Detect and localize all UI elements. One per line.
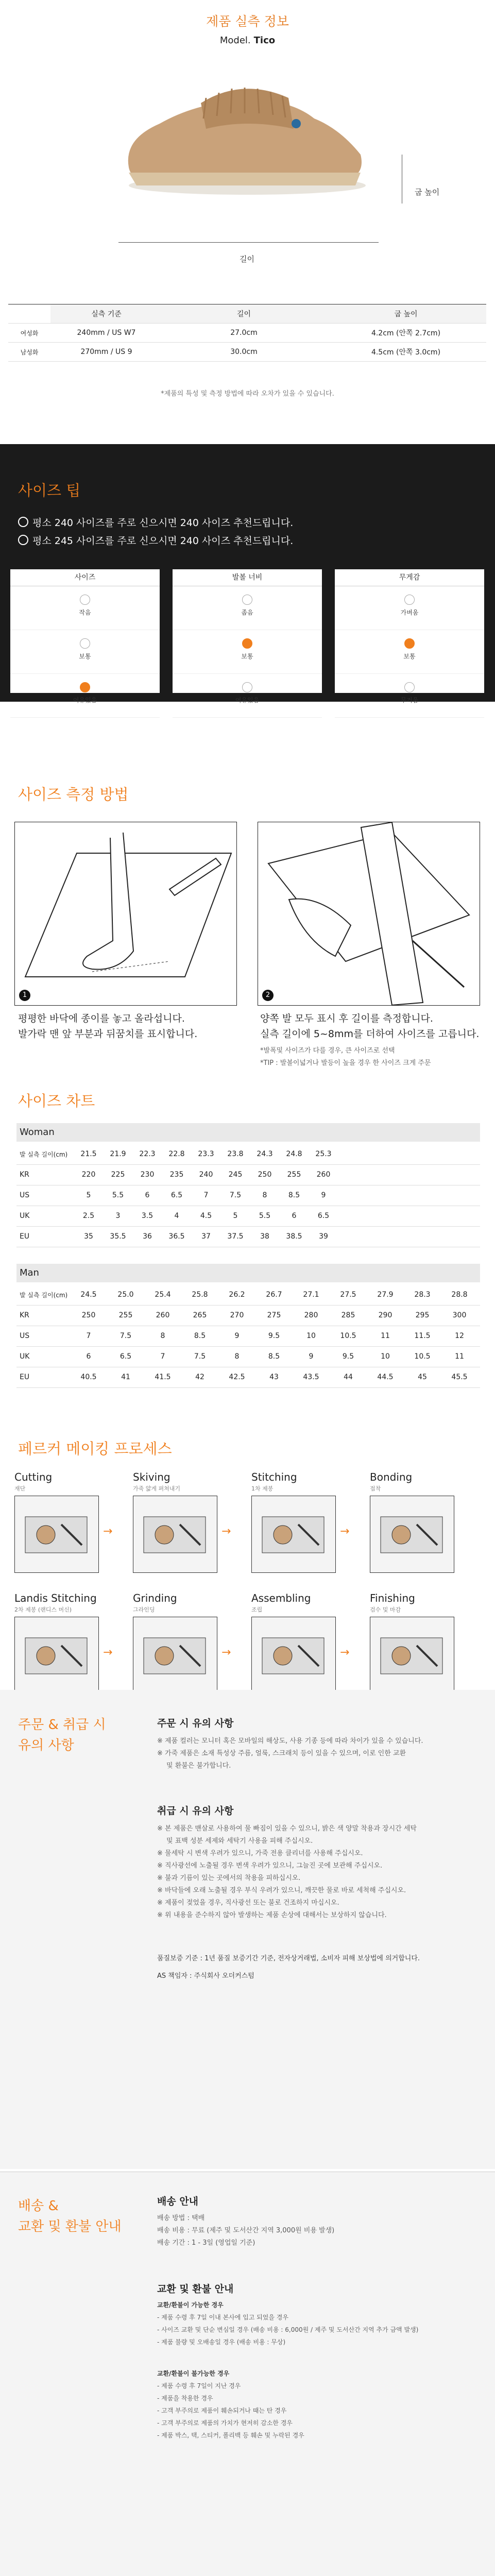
process-step-title: Bonding	[370, 1471, 413, 1483]
table-row	[8, 343, 486, 362]
step-1-text: 평평한 바닥에 종이를 놓고 올라섭니다. 발가락 맨 앞 부분과 뒤꿈치를 표시합니다.	[18, 1013, 198, 1040]
size-chart-cell: 9	[321, 1191, 326, 1199]
size-chart-cell: 44	[344, 1373, 353, 1381]
size-tip-title: 사이즈 팁	[18, 482, 81, 499]
size-chart-cell: 230	[140, 1171, 155, 1179]
size-chart-row-label: EU	[20, 1232, 30, 1241]
size-chart-cell: 9.5	[268, 1332, 280, 1340]
process-step-image	[370, 1496, 454, 1573]
process-step-subtitle: 가죽 얇게 펴쳐내기	[133, 1485, 181, 1492]
arrow-right-icon: →	[340, 1646, 350, 1659]
radio-icon	[242, 595, 252, 605]
size-tip-line: 평소 240 사이즈를 주로 신으시면 240 사이즈 추천드립니다.	[18, 515, 293, 529]
check-circle-icon	[18, 517, 28, 527]
step-1-badge: 1	[19, 990, 30, 1001]
size-chart-cell: 25.8	[192, 1291, 208, 1299]
size-chart-cell: 10.5	[414, 1352, 431, 1361]
size-chart-cell: 7	[160, 1352, 165, 1361]
size-chart-cell: 45.5	[451, 1373, 468, 1381]
size-chart-cell: 2.5	[82, 1212, 95, 1220]
header-heel: 굽 높이	[326, 304, 486, 324]
header-length: 길이	[162, 304, 326, 324]
process-step-subtitle: 그라인딩	[133, 1606, 155, 1613]
fit-box-weight	[335, 569, 484, 704]
size-chart-row-label: 발 실측 길이(cm)	[20, 1151, 68, 1158]
exchange-heading: 교환 및 환불 안내	[157, 2283, 234, 2295]
fit-box-header: 무게감	[335, 569, 484, 586]
arrow-right-icon: →	[103, 1525, 113, 1538]
size-chart-cell: 25.4	[155, 1291, 171, 1299]
process-step-title: Grinding	[133, 1592, 177, 1604]
row-length: 27.0cm	[162, 324, 326, 343]
size-chart-row	[16, 1284, 480, 1306]
fit-box-header: 발볼 너비	[173, 569, 322, 586]
size-chart-cell: 4	[174, 1212, 179, 1220]
length-label: 길이	[240, 255, 254, 264]
handling-items: ※ 본 제품은 맨살로 사용하여 물 빠짐이 있을 수 있으니, 밝은 색 양말 착용과 장시간 세탁 및 표백 성분 세제와 세탁기 사용을 피해 주십시오. ※ 물세탁 시 변색 우려가 있으니, 가죽 전용 클리너를 사용해 주십시오. ※ 직사광선에 노출될 경우 변색 우려가 있으니, 그늘진 곳에 보관해 주십시오. ※ 불과 기름이 있는 곳에서의 착용을 피하십시오. ※ 바닥들에 오래 노출될 경우 부식 우려가 있으니, 깨끗한 물로 바로 세척해 주십시오. ※ 제품이 젖었을 경우, 직사광선 또는 불로 건조하지 마십시오. ※ 위 내용을 준수하지 않아 발생하는 제품 손상에 대해서는 보상하지 않습니다.	[157, 1825, 417, 1919]
size-chart-cell: 40.5	[80, 1373, 97, 1381]
size-chart-row	[16, 1367, 480, 1388]
fit-option: 여유있음	[10, 682, 160, 718]
shipping-heading: 배송 안내	[157, 2196, 199, 2207]
radio-icon	[404, 682, 415, 692]
fit-option: 보통	[173, 638, 322, 674]
size-chart-row	[16, 1185, 480, 1206]
radio-icon	[80, 595, 90, 605]
size-chart-cell: 21.9	[110, 1150, 126, 1158]
measure-notes: *발폭및 사이즈가 다를 경우, 큰 사이즈로 선택 *TIP : 발볼이넓거나 발등이 높을 경우 한 사이즈 크게 주문	[260, 1047, 431, 1067]
row-gender: 남성화	[8, 343, 50, 362]
measure-illustration-1	[14, 822, 237, 1006]
size-chart-cell: 11.5	[414, 1332, 431, 1340]
process-step-subtitle: 조립	[251, 1606, 263, 1613]
size-chart-cell: 9	[234, 1332, 240, 1340]
process-step-image	[14, 1496, 99, 1573]
size-chart-row-label: KR	[20, 1171, 29, 1179]
size-chart-row-label: KR	[20, 1311, 29, 1319]
impossible-block: 교환/환불이 불가능한 경우 - 제품 수령 후 7일이 지난 경우 - 제품을 착용한 경우 - 고객 부주의로 제품이 훼손되거나 때는 탄 경우 - 고객 부주의로 제품의 가치가 현저히 감소한 경우 - 제품 박스, 택, 스티커, 폴리백 등 훼손 및 누락된 경우	[157, 2370, 304, 2439]
radio-selected-icon	[242, 638, 252, 649]
size-chart-cell: 8	[262, 1191, 267, 1199]
process-step-image	[251, 1617, 336, 1694]
measure-title: 사이즈 측정 방법	[18, 786, 129, 803]
shoe-illustration	[118, 57, 376, 206]
arrow-right-icon: →	[103, 1646, 113, 1659]
size-chart-cell: 35.5	[110, 1232, 126, 1241]
fit-box-width	[173, 569, 322, 704]
length-dimension-line	[118, 242, 379, 243]
process-step-subtitle: 2차 제봉 (랜디스 머신)	[14, 1606, 72, 1613]
fit-option: 가벼움	[335, 595, 484, 630]
size-chart-cell: 41.5	[155, 1373, 171, 1381]
size-chart-cell: 5	[86, 1191, 91, 1199]
size-chart-cell: 24.5	[80, 1291, 97, 1299]
size-chart-cell: 260	[316, 1171, 331, 1179]
header-standard: 실측 기준	[50, 304, 162, 324]
size-chart-cell: 245	[228, 1171, 243, 1179]
size-chart-row-label: 발 실측 길이(cm)	[20, 1292, 68, 1299]
size-chart-cell: 10	[306, 1332, 316, 1340]
size-chart-cell: 28.3	[414, 1291, 431, 1299]
order-items: ※ 제품 컬러는 모니터 혹은 모바일의 해상도, 사용 기종 등에 따라 차이가 있을 수 있습니다. ※ 가죽 제품은 소재 특성상 주름, 얼룩, 스크래치 등이 있을 수 있으며, 이로 인한 교환 및 환불은 불가합니다.	[157, 1737, 423, 1770]
table-row	[8, 324, 486, 343]
size-chart-cell: 280	[304, 1311, 318, 1319]
size-chart-cell: 12	[455, 1332, 464, 1340]
process-step-title: Finishing	[370, 1592, 415, 1604]
size-chart-cell: 250	[81, 1311, 96, 1319]
size-chart-cell: 39	[319, 1232, 328, 1241]
size-chart-cell: 10	[381, 1352, 390, 1361]
size-chart-cell: 42	[195, 1373, 204, 1381]
size-chart-cell: 235	[169, 1171, 184, 1179]
size-chart-cell: 35	[84, 1232, 93, 1241]
size-chart-row	[16, 1326, 480, 1347]
size-chart-row-label: US	[20, 1191, 30, 1199]
radio-selected-icon	[80, 682, 90, 692]
arrow-right-icon: →	[221, 1525, 231, 1538]
size-chart-row	[16, 1305, 480, 1326]
shipping-items: 배송 방법 : 택배 배송 비용 : 무료 (제주 및 도서산간 지역 3,000원 비용 발생) 배송 기간 : 1 - 3일 (영업일 기준)	[157, 2214, 335, 2247]
warranty-info: 품질보증 기준 : 1년 품질 보증기간 기준, 전자상거래법, 소비자 피해 보상법에 의거합니다. AS 책임자 : 주식회사 오더커스텀	[157, 1955, 420, 1980]
radio-selected-icon	[404, 638, 415, 649]
process-step-image	[370, 1617, 454, 1694]
size-chart-cell: 11	[381, 1332, 390, 1340]
process-step-subtitle: 접착	[370, 1485, 381, 1492]
size-chart-row	[16, 1206, 480, 1227]
size-chart-cell: 37	[201, 1232, 211, 1241]
size-chart-cell: 26.2	[229, 1291, 245, 1299]
size-chart-cell: 22.3	[139, 1150, 156, 1158]
arrow-right-icon: →	[340, 1525, 350, 1538]
size-chart-cell: 42.5	[229, 1373, 245, 1381]
measurement-table-header	[8, 304, 486, 324]
row-gender: 여성화	[8, 324, 50, 343]
row-heel: 4.2cm (안쪽 2.7cm)	[326, 324, 486, 343]
height-label: 굽 높이	[415, 188, 440, 197]
size-chart-cell: 250	[258, 1171, 272, 1179]
row-length: 30.0cm	[162, 343, 326, 362]
handling-heading: 취급 시 유의 사항	[157, 1805, 234, 1817]
size-chart-cell: 7	[203, 1191, 209, 1199]
row-size: 270mm / US 9	[50, 343, 162, 362]
measurement-note: *제품의 특성 및 측정 방법에 따라 오차가 있을 수 있습니다.	[161, 390, 334, 398]
process-step-title: Assembling	[251, 1592, 311, 1604]
size-chart-cell: 11	[455, 1352, 464, 1361]
size-chart-cell: 8.5	[194, 1332, 206, 1340]
size-chart-cell: 7	[86, 1332, 91, 1340]
size-chart-cell: 9.5	[342, 1352, 354, 1361]
process-step-title: Skiving	[133, 1471, 170, 1483]
size-chart-row	[16, 1226, 480, 1247]
step-2-text: 양쪽 발 모두 표시 후 길이를 측정합니다. 실측 길이에 5~8mm를 더하여 사이즈를 고릅니다.	[260, 1013, 480, 1040]
measurement-table	[8, 304, 486, 362]
size-chart-row	[16, 1346, 480, 1367]
fit-option: 보통	[10, 638, 160, 674]
size-chart-cell: 4.5	[200, 1212, 212, 1220]
size-chart-cell: 6.5	[317, 1212, 330, 1220]
size-chart-cell: 7.5	[194, 1352, 206, 1361]
size-chart-cell: 27.5	[340, 1291, 356, 1299]
process-step-subtitle: 재단	[14, 1485, 26, 1492]
size-chart-cell: 7.5	[229, 1191, 242, 1199]
order-heading: 주문 시 유의 사항	[157, 1718, 234, 1729]
process-step-image	[14, 1617, 99, 1694]
size-chart-cell: 21.5	[80, 1150, 97, 1158]
possible-block: 교환/환불이 가능한 경우 - 제품 수령 후 7일 이내 본사에 입고 되었을 경우 - 사이즈 교환 및 단순 변심일 경우 (배송 비용 : 6,000원 / 제주 및 도서산간 지역 추가 금액 발생) - 제품 불량 및 오배송일 경우 (배송 비용 : 무상)	[157, 2301, 419, 2346]
size-chart-row-label: US	[20, 1332, 30, 1340]
ruler-measure-illustration	[258, 822, 480, 1005]
process-step-subtitle: 검수 및 마감	[370, 1606, 401, 1613]
size-chart-cell: 8.5	[268, 1352, 280, 1361]
size-tip-line: 평소 245 사이즈를 주로 신으시면 240 사이즈 추천드립니다.	[18, 533, 293, 547]
fit-option: 여유있음	[173, 682, 322, 718]
process-step-image	[133, 1617, 217, 1694]
size-chart-cell: 220	[81, 1171, 96, 1179]
row-heel: 4.5cm (안쪽 3.0cm)	[326, 343, 486, 362]
size-chart-cell: 44.5	[377, 1373, 394, 1381]
size-chart-cell: 5.5	[112, 1191, 124, 1199]
size-chart-cell: 27.9	[377, 1291, 394, 1299]
step-2-badge: 2	[262, 990, 274, 1001]
process-step-image	[133, 1496, 217, 1573]
process-title: 페르커 메이킹 프로세스	[18, 1440, 172, 1458]
model-label: Model.	[219, 35, 251, 46]
radio-icon	[80, 638, 90, 649]
size-chart-cell: 38.5	[286, 1232, 302, 1241]
size-chart-cell: 3.5	[141, 1212, 153, 1220]
size-chart-cell: 45	[418, 1373, 427, 1381]
size-chart-cell: 275	[267, 1311, 281, 1319]
fit-box-size	[10, 569, 160, 704]
size-chart-cell: 6	[292, 1212, 297, 1220]
size-chart-cell: 43.5	[303, 1373, 319, 1381]
size-chart-cell: 260	[156, 1311, 170, 1319]
measure-illustration-2	[258, 822, 480, 1006]
product-info-title: 제품 실측 정보	[206, 14, 289, 29]
size-chart-cell: 36	[143, 1232, 152, 1241]
fit-option: 좁음	[173, 595, 322, 630]
foot-on-paper-illustration	[15, 822, 236, 1005]
fit-box-header: 사이즈	[10, 569, 160, 586]
model-name: Tico	[253, 35, 276, 46]
process-step-title: Landis Stitching	[14, 1592, 97, 1604]
radio-icon	[242, 682, 252, 692]
size-chart-row-label: UK	[20, 1352, 30, 1361]
process-step-subtitle: 1차 제봉	[251, 1485, 274, 1492]
fit-option: 작음	[10, 595, 160, 630]
size-chart-row-label: UK	[20, 1212, 30, 1220]
size-chart-cell: 240	[199, 1171, 213, 1179]
size-chart-cell: 36.5	[168, 1232, 185, 1241]
size-chart-cell: 8	[160, 1332, 165, 1340]
row-size: 240mm / US W7	[50, 324, 162, 343]
size-chart-cell: 37.5	[227, 1232, 244, 1241]
size-chart-cell: 9	[309, 1352, 314, 1361]
size-chart-row	[16, 1164, 480, 1185]
size-chart-cell: 5	[233, 1212, 238, 1220]
size-chart-cell: 5.5	[259, 1212, 271, 1220]
size-chart-cell: 255	[118, 1311, 133, 1319]
size-chart-cell: 270	[230, 1311, 244, 1319]
process-step-title: Stitching	[251, 1471, 297, 1483]
fit-option: 무거움	[335, 682, 484, 718]
size-chart-row	[16, 1144, 480, 1165]
size-chart-cell: 290	[378, 1311, 392, 1319]
size-chart-cell: 300	[452, 1311, 467, 1319]
size-chart-cell: 6	[145, 1191, 150, 1199]
size-chart-cell: 3	[115, 1212, 121, 1220]
process-step-image	[251, 1496, 336, 1573]
size-chart-cell: 8.5	[288, 1191, 300, 1199]
size-chart-cell: 6	[86, 1352, 91, 1361]
care-title: 주문 & 취급 시 유의 사항	[18, 1717, 106, 1753]
size-chart-cell: 28.8	[451, 1291, 468, 1299]
size-chart-cell: 6.5	[120, 1352, 132, 1361]
women-chart-header: Woman	[16, 1123, 480, 1142]
size-chart-cell: 8	[234, 1352, 240, 1361]
size-chart-cell: 7.5	[120, 1332, 132, 1340]
size-chart-cell: 25.3	[315, 1150, 332, 1158]
fit-option: 보통	[335, 638, 484, 674]
size-chart-cell: 27.1	[303, 1291, 319, 1299]
size-chart-cell: 24.8	[286, 1150, 302, 1158]
arrow-right-icon: →	[221, 1646, 231, 1659]
size-chart-cell: 225	[111, 1171, 125, 1179]
size-chart-cell: 6.5	[170, 1191, 183, 1199]
size-chart-cell: 22.8	[168, 1150, 185, 1158]
process-step-title: Cutting	[14, 1471, 53, 1483]
size-chart-cell: 295	[415, 1311, 430, 1319]
size-chart-cell: 41	[121, 1373, 130, 1381]
size-chart-cell: 265	[193, 1311, 207, 1319]
size-chart-cell: 38	[260, 1232, 269, 1241]
size-chart-cell: 43	[269, 1373, 279, 1381]
exchange-title: 배송 & 교환 및 환불 안내	[18, 2198, 122, 2234]
radio-icon	[404, 595, 415, 605]
size-chart-cell: 285	[341, 1311, 355, 1319]
size-chart-cell: 26.7	[266, 1291, 282, 1299]
size-chart-cell: 23.8	[227, 1150, 244, 1158]
size-chart-title: 사이즈 차트	[18, 1092, 95, 1110]
size-chart-cell: 25.0	[117, 1291, 134, 1299]
men-chart-header: Man	[16, 1264, 480, 1282]
size-chart-cell: 255	[287, 1171, 301, 1179]
check-circle-icon	[18, 535, 28, 545]
size-chart-row-label: EU	[20, 1373, 30, 1381]
model-line	[0, 35, 495, 46]
size-chart-cell: 23.3	[198, 1150, 214, 1158]
size-chart-cell: 24.3	[257, 1150, 273, 1158]
size-chart-cell: 10.5	[340, 1332, 356, 1340]
